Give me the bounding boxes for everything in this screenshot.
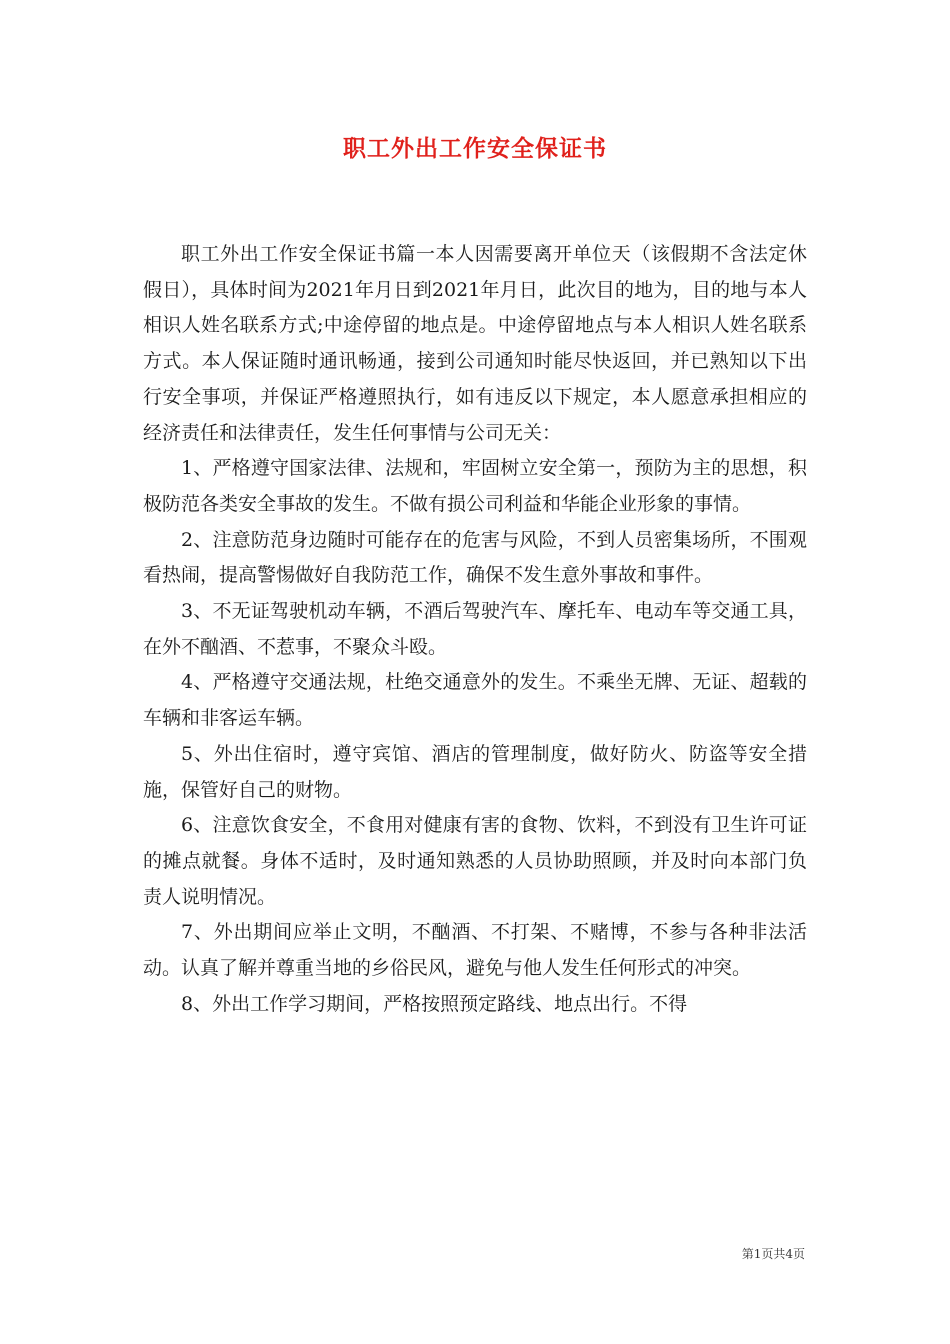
paragraph-item-1: 1、严格遵守国家法律、法规和，牢固树立安全第一，预防为主的思想，积极防范各类安全事故的发生。不做有损公司利益和华能企业形象的事情。 [143,457,807,515]
paragraph-item-4: 4、严格遵守交通法规，杜绝交通意外的发生。不乘坐无牌、无证、超载的车辆和非客运车辆。 [143,671,807,730]
paragraph-item-7: 7、外出期间应举止文明，不酗酒、不打架、不赌博，不参与各种非法活动。认真了解并尊重当地的乡俗民风，避免与他人发生任何形式的冲突。 [143,921,807,980]
paragraph-item-2: 2、注意防范身边随时可能存在的危害与风险，不到人员密集场所，不围观看热闹，提高警惕做好自我防范工作，确保不发生意外事故和事件。 [143,528,807,587]
page-number: 第1页共4页 [741,1247,805,1261]
paragraph-item-5: 5、外出住宿时，遵守宾馆、酒店的管理制度，做好防火、防盗等安全措施，保管好自己的财物。 [143,742,807,801]
document-body [143,237,807,1022]
paragraph-item-8: 8、外出工作学习期间，严格按照预定路线、地点出行。不得 [181,992,688,1015]
paragraph-item-6: 6、注意饮食安全，不食用对健康有害的食物、饮料，不到没有卫生许可证的摊点就餐。身体不适时，及时通知熟悉的人员协助照顾，并及时向本部门负责人说明情况。 [143,814,807,908]
paragraph-intro: 职工外出工作安全保证书篇一本人因需要离开单位天（该假期不含法定休假日），具体时间为2021年月日到2021年月日，此次目的地为，目的地与本人相识人姓名联系方式;中途停留的地点是。中途停留地点与本人相识人姓名联系方式。本人保证随时通讯畅通，接到公司通知时能尽快返回，并已熟知以下出行安全事项，并保证严格遵照执行，如有违反以下规定，本人愿意承担相应的经济责任和法律责任，发生任何事情与公司无关： [143,243,807,444]
paragraph-item-3: 3、不无证驾驶机动车辆，不酒后驾驶汽车、摩托车、电动车等交通工具，在外不酗酒、不惹事，不聚众斗殴。 [143,600,807,658]
document-title: 职工外出工作安全保证书 [343,135,607,162]
